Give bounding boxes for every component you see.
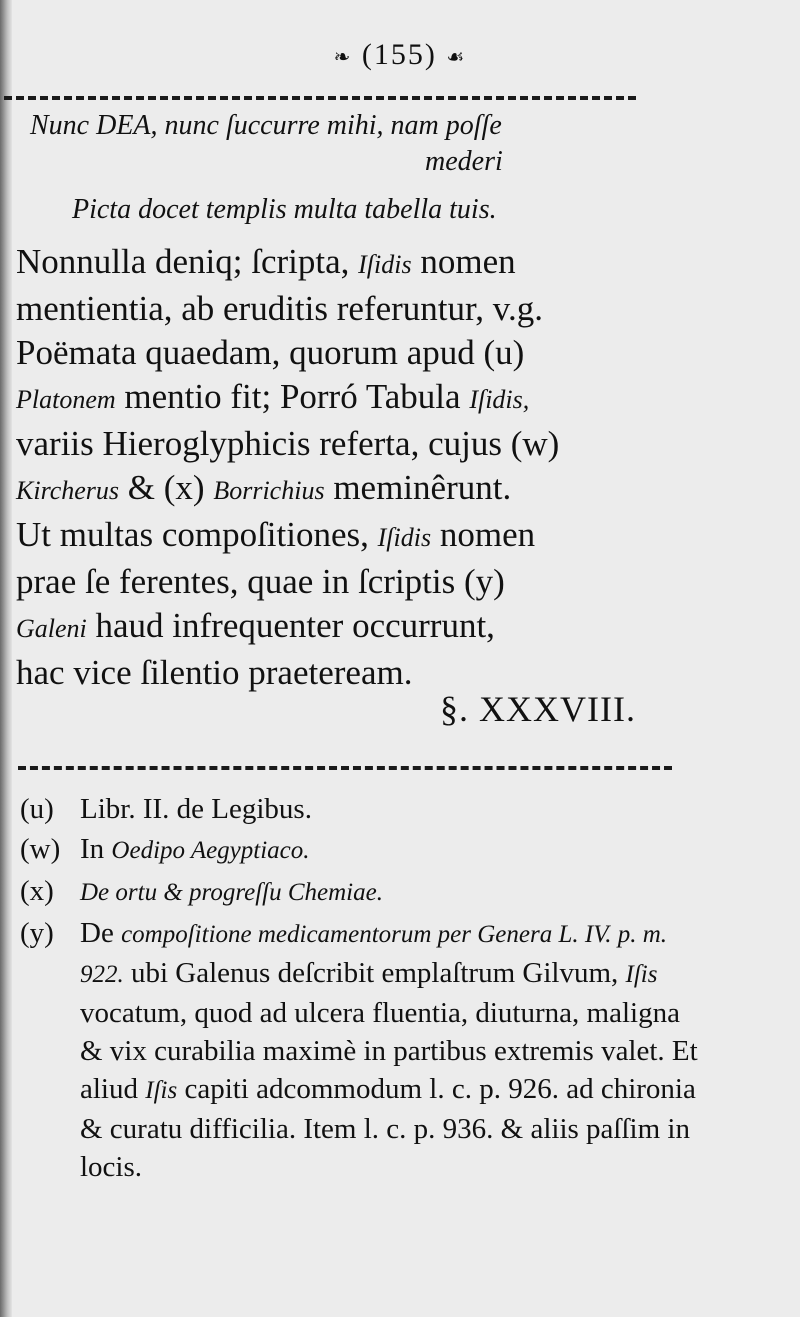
page-gutter: [0, 0, 12, 1317]
ornament-left-icon: ❧: [333, 46, 353, 69]
footnote-text: De compoſitione medicamentorum per Genera L. IV. p. m. 922. ubi Galenus deſcribit emplaſtrum Gilvum, Iſis vocatum, quod ad ulcera fluentia, diuturna, maligna & vix curabilia maximè in partibus extremis valet. Et aliud Iſis capiti adcommodum l. c. p. 926. ad chironia & curatu difficilia. Item l. c. p. 936. & aliis paſſim in locis.: [80, 917, 698, 1183]
footnote-key: (u): [20, 793, 54, 825]
body-line: Poëmata quaedam, quorum apud (u): [16, 333, 525, 372]
verse-line-1-cont: mederi: [425, 146, 503, 177]
footnote-key: (x): [20, 875, 54, 907]
footnote-text: In Oedipo Aegyptiaco.: [80, 833, 310, 865]
verse-line-2: Picta docet templis multa tabella tuis.: [72, 194, 497, 225]
body-line: hac vice ſilentio praeteream.: [16, 653, 413, 692]
section-heading: §. XXXVIII.: [440, 689, 636, 729]
footnote-text: De ortu & progreſſu Chemiae.: [80, 879, 383, 906]
body-line: prae ſe ferentes, quae in ſcriptis (y): [16, 562, 505, 601]
body-line: Nonnulla deniq; ſcripta, Iſidis nomen: [16, 242, 516, 281]
body-line: Platonem mentio fit; Porró Tabula Iſidis,: [16, 377, 530, 416]
page-number: (155): [361, 38, 437, 71]
main-paragraph: [16, 240, 676, 695]
footnote-w: [20, 830, 700, 870]
footnote-rule: [18, 766, 672, 770]
footnote-key: (w): [20, 833, 61, 865]
body-line: variis Hieroglyphicis referta, cujus (w): [16, 424, 560, 463]
footnote-key: (y): [20, 917, 54, 949]
verse-line-1: Nunc DEA, nunc ſuccurre mihi, nam poſſe: [30, 110, 502, 141]
ornament-right-icon: ☙: [446, 46, 467, 69]
footnote-y: [20, 914, 700, 1186]
body-line: Ut multas compoſitiones, Iſidis nomen: [16, 515, 536, 554]
footnote-u: [20, 790, 700, 828]
body-line: mentientia, ab eruditis referuntur, v.g.: [16, 289, 543, 328]
header-rule: [4, 96, 636, 100]
body-line: Kircherus & (x) Borrichius meminêrunt.: [16, 468, 512, 507]
body-line: Galeni haud infrequenter occurrunt,: [16, 606, 495, 645]
footnotes: [20, 790, 700, 1188]
footnote-text: Libr. II. de Legibus.: [80, 793, 312, 825]
page-header: [0, 38, 800, 72]
footnote-x: [20, 872, 700, 912]
